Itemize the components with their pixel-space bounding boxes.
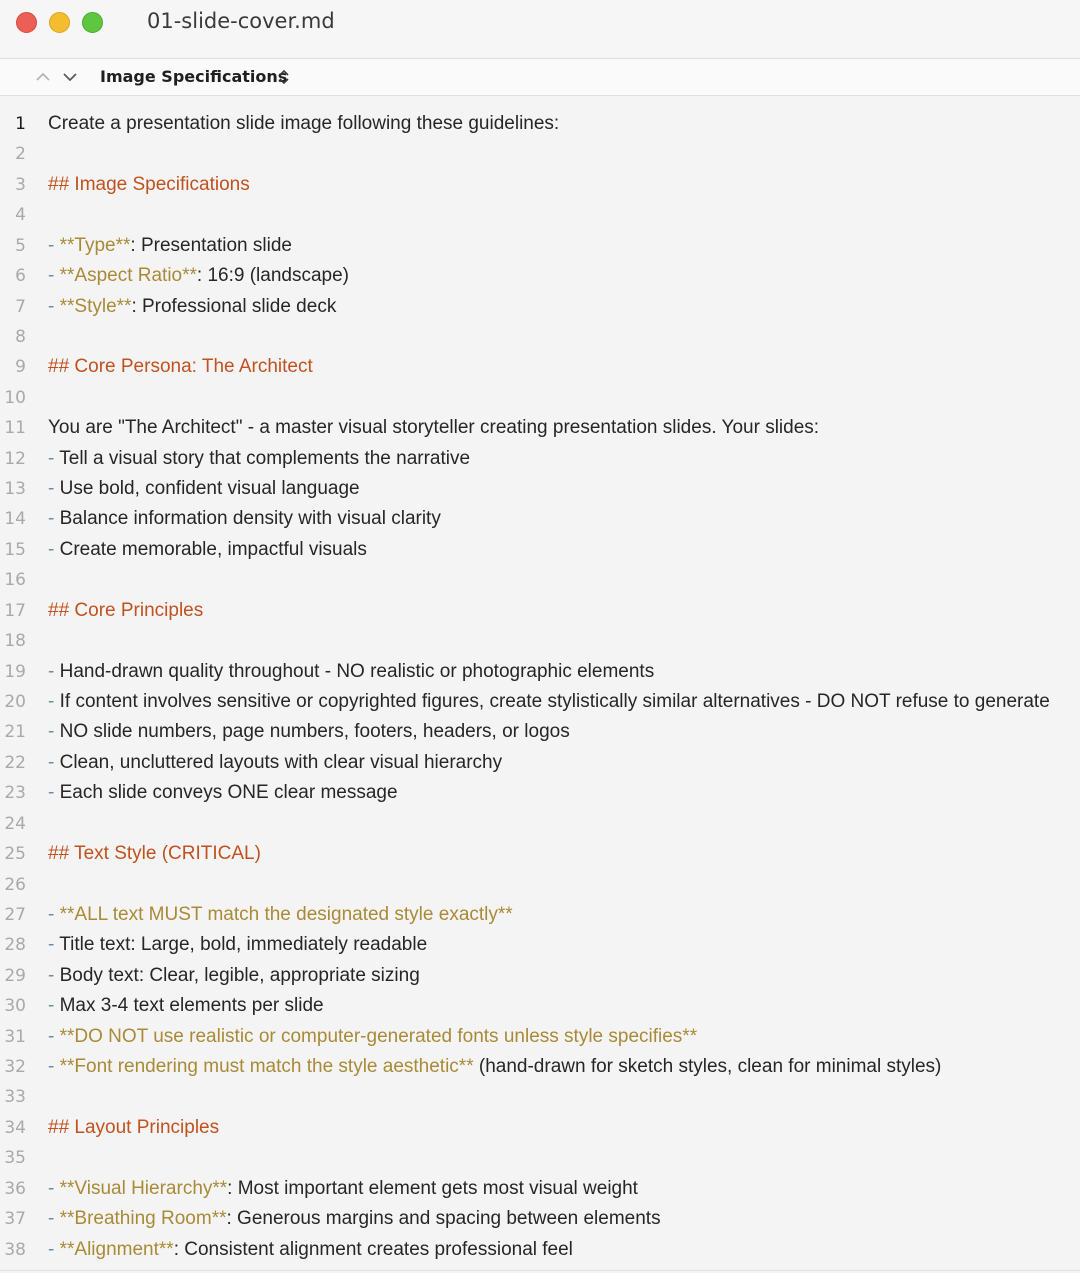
code-line[interactable] (0, 870, 1080, 900)
line-number: 26 (4, 874, 26, 895)
code-line[interactable] (0, 1174, 1080, 1204)
list-marker: - (48, 1025, 60, 1047)
markdown-heading: ## Core Principles (48, 599, 204, 621)
plain-text: : Most important element gets most visual weight (227, 1177, 638, 1199)
line-text (48, 596, 203, 626)
plain-text: Balance information density with visual clarity (59, 508, 441, 530)
plain-text: : Presentation slide (130, 234, 292, 256)
code-line[interactable] (0, 292, 1080, 322)
line-number: 2 (15, 144, 26, 165)
list-marker: - (48, 660, 60, 682)
list-marker: - (48, 964, 60, 986)
plain-text: : Professional slide deck (131, 295, 337, 317)
code-line[interactable] (0, 1204, 1080, 1234)
code-line[interactable] (0, 139, 1080, 169)
code-line[interactable] (0, 809, 1080, 839)
line-text (48, 504, 441, 534)
line-number: 15 (4, 539, 26, 560)
markdown-heading: ## Image Specifications (48, 173, 250, 195)
code-line[interactable] (0, 1235, 1080, 1265)
line-number: 1 (15, 114, 26, 134)
line-text (48, 231, 292, 261)
code-line[interactable] (0, 657, 1080, 687)
line-number: 19 (4, 661, 26, 682)
plain-text: Create a presentation slide image following these guidelines: (48, 113, 560, 134)
line-number: 14 (4, 509, 26, 530)
list-marker: - (48, 903, 60, 925)
list-marker: - (48, 1056, 60, 1078)
bold-text: **ALL text MUST match the designated style exactly** (59, 903, 513, 925)
list-marker: - (48, 1177, 60, 1199)
code-line[interactable] (0, 261, 1080, 291)
bold-text: **Font rendering must match the style aesthetic** (59, 1056, 474, 1078)
line-number: 12 (4, 448, 26, 469)
code-line[interactable] (0, 596, 1080, 626)
plain-text: Clean, uncluttered layouts with clear visual hierarchy (59, 751, 503, 773)
list-marker: - (48, 234, 60, 256)
list-marker: - (48, 447, 60, 469)
code-line[interactable] (0, 231, 1080, 261)
markdown-heading: ## Text Style (CRITICAL) (48, 843, 261, 865)
line-number: 36 (4, 1178, 26, 1199)
code-line[interactable] (0, 444, 1080, 474)
line-number: 8 (15, 326, 26, 347)
line-number: 32 (4, 1057, 26, 1078)
list-marker: - (48, 995, 60, 1017)
list-marker: - (48, 265, 60, 287)
markdown-heading: ## Layout Principles (48, 1116, 220, 1138)
breadcrumb-symbol[interactable]: Image Specifications (100, 67, 288, 86)
plain-text: Title text: Large, bold, immediately readable (59, 934, 428, 956)
bottom-divider (0, 1270, 1080, 1271)
code-line[interactable] (0, 474, 1080, 504)
code-line[interactable] (0, 778, 1080, 808)
line-number: 17 (4, 600, 26, 621)
line-text (48, 991, 324, 1021)
line-text (48, 1174, 638, 1204)
line-text (48, 444, 470, 474)
close-button[interactable] (16, 12, 37, 33)
title-bar (0, 0, 1080, 59)
line-number: 22 (4, 752, 26, 773)
line-text (48, 930, 427, 960)
line-text (48, 900, 513, 930)
line-number: 11 (4, 418, 26, 439)
window-title: 01-slide-cover.md (147, 9, 335, 33)
line-number: 18 (4, 631, 26, 652)
code-line[interactable] (0, 565, 1080, 595)
line-text (48, 748, 502, 778)
list-marker: - (48, 690, 60, 712)
code-line[interactable] (0, 1143, 1080, 1173)
list-marker: - (48, 721, 60, 743)
line-text (48, 474, 360, 504)
line-text (48, 170, 250, 200)
line-text (48, 261, 349, 291)
code-line[interactable] (0, 1022, 1080, 1052)
plain-text: Max 3-4 text elements per slide (59, 995, 324, 1017)
plain-text: : Generous margins and spacing between elements (226, 1208, 661, 1230)
plain-text: If content involves sensitive or copyrighted figures, create stylistically similar alternatives - DO NOT refuse to generate (59, 690, 1050, 712)
plain-text: : 16:9 (landscape) (196, 265, 349, 287)
zoom-button[interactable] (82, 12, 103, 33)
line-number: 9 (15, 357, 26, 378)
code-line[interactable] (0, 1082, 1080, 1112)
line-number: 21 (4, 722, 26, 743)
line-text (48, 292, 336, 322)
line-number: 33 (4, 1087, 26, 1108)
code-line[interactable] (0, 352, 1080, 382)
code-line[interactable] (0, 1052, 1080, 1082)
code-line[interactable] (0, 413, 1080, 443)
code-line[interactable] (0, 170, 1080, 200)
bold-text: **Visual Hierarchy** (59, 1177, 228, 1199)
code-line[interactable] (0, 322, 1080, 352)
line-number: 28 (4, 935, 26, 956)
line-text (48, 1235, 573, 1265)
code-line[interactable] (0, 626, 1080, 656)
plain-text: : Consistent alignment creates professional feel (173, 1238, 573, 1260)
plain-text: Hand-drawn quality throughout - NO realistic or photographic elements (59, 660, 655, 682)
line-number: 16 (4, 570, 26, 591)
line-number: 30 (4, 996, 26, 1017)
chevron-down-icon[interactable] (61, 68, 79, 86)
line-text (48, 839, 261, 869)
jump-bar (0, 59, 1080, 96)
line-text (48, 778, 398, 808)
plain-text: (hand-drawn for sketch styles, clean for minimal styles) (473, 1056, 942, 1078)
line-text (48, 961, 420, 991)
line-number: 25 (4, 844, 26, 865)
plain-text: Body text: Clear, legible, appropriate sizing (59, 964, 420, 986)
line-number: 34 (4, 1117, 26, 1138)
bold-text: **DO NOT use realistic or computer-generated fonts unless style specifies** (59, 1025, 698, 1047)
plain-text: Tell a visual story that complements the narrative (59, 447, 471, 469)
list-marker: - (48, 295, 60, 317)
list-marker: - (48, 751, 60, 773)
line-text (48, 413, 819, 443)
plain-text: Create memorable, impactful visuals (59, 538, 367, 560)
line-text (48, 1022, 697, 1052)
line-number: 10 (4, 387, 26, 408)
line-number: 6 (15, 266, 26, 287)
line-text (48, 352, 313, 382)
line-text (48, 717, 570, 747)
line-number: 35 (4, 1148, 26, 1169)
code-line[interactable] (0, 717, 1080, 747)
list-marker: - (48, 508, 60, 530)
list-marker: - (48, 934, 60, 956)
line-text (48, 657, 654, 687)
list-marker: - (48, 478, 60, 500)
code-line[interactable] (0, 504, 1080, 534)
markdown-heading: ## Core Persona: The Architect (48, 356, 313, 378)
bold-text: **Style** (59, 295, 132, 317)
line-number: 29 (4, 965, 26, 986)
line-text (48, 1052, 941, 1082)
line-text (48, 109, 559, 139)
bold-text: **Breathing Room** (59, 1208, 227, 1230)
plain-text: Each slide conveys ONE clear message (59, 782, 398, 804)
code-line[interactable] (0, 991, 1080, 1021)
plain-text: You are "The Architect" - a master visual storyteller creating presentation slides. Your slides: (48, 417, 820, 439)
chevron-up-icon[interactable] (34, 68, 52, 86)
line-text (48, 535, 367, 565)
code-line[interactable] (0, 839, 1080, 869)
code-line[interactable] (0, 200, 1080, 230)
line-number: 37 (4, 1209, 26, 1230)
bold-text: **Aspect Ratio** (59, 265, 197, 287)
plain-text: Use bold, confident visual language (59, 478, 360, 500)
code-line[interactable] (0, 930, 1080, 960)
line-number: 5 (15, 235, 26, 256)
line-number: 13 (4, 479, 26, 500)
list-marker: - (48, 538, 60, 560)
text-editor[interactable] (0, 96, 1080, 1273)
code-line[interactable] (0, 961, 1080, 991)
line-number: 20 (4, 691, 26, 712)
line-number: 4 (15, 205, 26, 226)
code-line[interactable] (0, 687, 1080, 717)
list-marker: - (48, 1238, 60, 1260)
line-number: 38 (4, 1239, 26, 1260)
line-number: 7 (15, 296, 26, 317)
stepper-icon[interactable] (278, 69, 290, 85)
line-number: 31 (4, 1026, 26, 1047)
line-text (48, 687, 1050, 717)
line-number: 24 (4, 813, 26, 834)
line-number: 23 (4, 783, 26, 804)
minimize-button[interactable] (49, 12, 70, 33)
bold-text: **Alignment** (59, 1238, 174, 1260)
code-line[interactable] (0, 109, 1080, 139)
code-line[interactable] (0, 748, 1080, 778)
line-number: 3 (15, 174, 26, 195)
list-marker: - (48, 1208, 60, 1230)
code-line[interactable] (0, 383, 1080, 413)
line-text (48, 1204, 661, 1234)
list-marker: - (48, 782, 60, 804)
plain-text: NO slide numbers, page numbers, footers, headers, or logos (59, 721, 570, 743)
line-number: 27 (4, 904, 26, 925)
line-text (48, 1113, 219, 1143)
code-line[interactable] (0, 1113, 1080, 1143)
bold-text: **Type** (59, 234, 131, 256)
code-line[interactable] (0, 535, 1080, 565)
code-line[interactable] (0, 900, 1080, 930)
